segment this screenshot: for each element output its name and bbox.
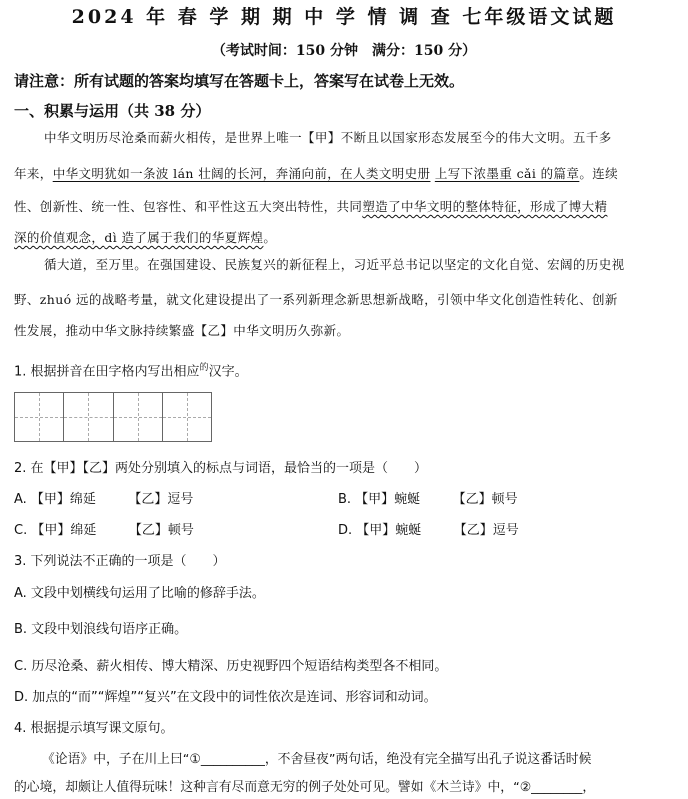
option-d[interactable]: D. 【甲】蜿蜒 【乙】逗号 <box>338 523 519 538</box>
underlined-sentence: 中华文明犹如一条波 lán 壮阔的长河，奔涌向前，在人类文明史册 <box>52 166 431 181</box>
passage-line <box>14 164 618 182</box>
exam-subtitle: （考试时间：150 分钟 满分：150 分） <box>211 43 477 59</box>
question-1 <box>14 360 248 379</box>
option-a[interactable]: A. 文段中划横线句运用了比喻的修辞手法。 <box>14 586 265 601</box>
question-4-line: 《论语》中，子在川上曰“①__________，不舍昼夜”两句话，绝没有完全描写出孔子说这番话时候 <box>42 752 592 767</box>
tianzige-grid[interactable] <box>14 392 212 442</box>
question-3-stem: 3. 下列说法不正确的一项是（ ） <box>14 554 226 569</box>
passage-line <box>14 197 607 215</box>
tianzige-cell[interactable] <box>163 393 211 441</box>
option-b[interactable]: B. 【甲】蜿蜒 【乙】顿号 <box>338 492 518 507</box>
option-c[interactable]: C. 【甲】绵延 【乙】顿号 <box>14 523 194 538</box>
question-4-stem: 4. 根据提示填写课文原句。 <box>14 721 174 736</box>
option-a[interactable]: A. 【甲】绵延 【乙】逗号 <box>14 492 194 507</box>
notice: 请注意：所有试题的答案均填写在答题卡上，答案写在试卷上无效。 <box>14 72 465 90</box>
section-heading: 一、积累与运用（共 38 分） <box>14 102 211 120</box>
passage-text: 性、创新性、统一性、包容性、和平性这五大突出特性，共同 <box>14 199 363 214</box>
passage-line: 循大道，至万里。在强国建设、民族复兴的新征程上，习近平总书记以坚定的文化自觉、宏阔的历史视 <box>44 257 625 272</box>
tianzige-cell[interactable] <box>114 393 163 441</box>
passage-line: 野、zhuó 远的战略考量，就文化建设提出了一系列新理念新思想新战略，引领中华文化创造性转化、创新 <box>14 292 618 307</box>
option-b[interactable]: B. 文段中划浪线句语序正确。 <box>14 622 188 637</box>
passage-text: 年来， <box>14 166 53 181</box>
underlined-sentence: 上写下浓墨重 cǎi 的篇章 <box>434 166 580 181</box>
question-4-line: 的心境，却颇让人值得玩味！这种言有尽而意无穷的例子处处可见。譬如《木兰诗》中，“②________， <box>14 780 596 795</box>
passage-line: 中华文明历尽沧桑而薪火相传，是世界上唯一【甲】不断且以国家形态发展至今的伟大文明。五千多 <box>44 130 612 145</box>
option-c[interactable]: C. 历尽沧桑、薪火相传、博大精深、历史视野四个短语结构类型各不相同。 <box>14 659 448 674</box>
tianzige-cell[interactable] <box>15 393 64 441</box>
exam-title: 2024 年 春 学 期 期 中 学 情 调 查 七年级语文试题 <box>71 6 617 28</box>
question-text: 汉字。 <box>208 364 248 380</box>
question-text: 的 <box>199 363 209 373</box>
wavy-sentence: 深的价值观念， <box>14 230 105 245</box>
question-text: 1. 根据拼音在田字格内写出相应 <box>14 364 200 380</box>
option-d[interactable]: D. 加点的“而”“辉煌”“复兴”在文段中的词性依次是连词、形容词和动词。 <box>14 690 437 705</box>
tianzige-cell[interactable] <box>64 393 113 441</box>
passage-text: 。连续 <box>579 166 619 181</box>
passage-line: 性发展，推动中华文脉持续繁盛【乙】中华文明历久弥新。 <box>14 323 350 338</box>
wavy-sentence: dì 造了属于我们的华夏辉煌 <box>104 230 264 245</box>
wavy-sentence: 塑造了中华文明的整体特征，形成了博大精 <box>362 199 608 214</box>
question-2-stem: 2. 在【甲】【乙】两处分别填入的标点与词语，最恰当的一项是（ ） <box>14 461 428 476</box>
passage-line <box>14 228 276 246</box>
passage-text: 。 <box>263 230 277 245</box>
